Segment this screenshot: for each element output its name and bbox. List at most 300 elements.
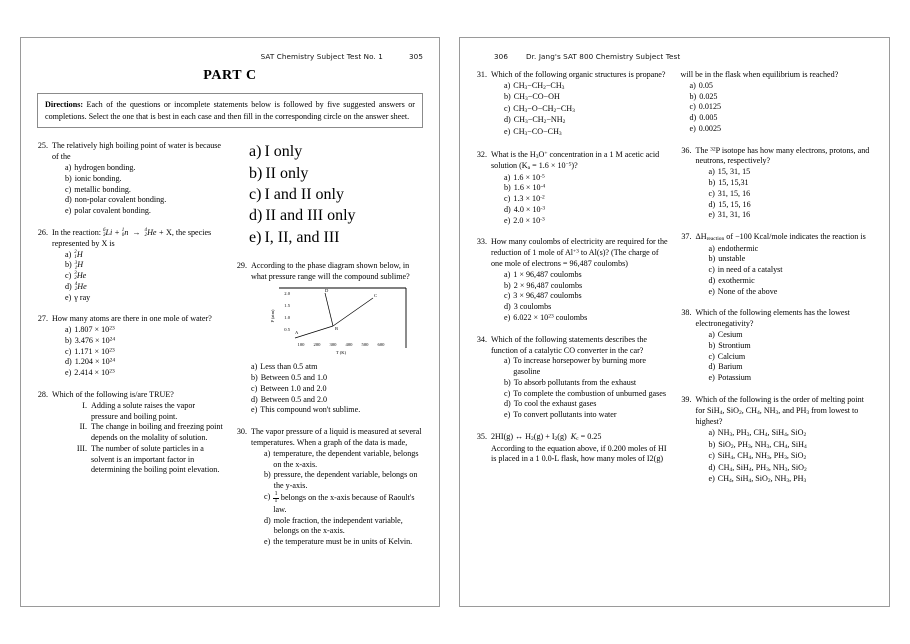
choice-text: temperature, the dependent variable, belongs on the x-axis.: [273, 448, 419, 469]
question-37: [681, 232, 874, 297]
question-number: 30.: [236, 427, 247, 437]
xtick-600: 600: [377, 342, 385, 348]
choice-letter: b): [65, 260, 72, 270]
choice-text: 15, 31, 15: [717, 167, 751, 177]
point-label-A: A: [295, 330, 299, 336]
choice-letter: d): [689, 113, 697, 123]
choice-text: Between 1.0 and 2.0: [260, 383, 327, 393]
choice-list: [696, 428, 874, 486]
roman-numeral: I.: [82, 400, 87, 410]
ytick-1.5: 1.5: [284, 303, 290, 309]
choice-letter: b): [504, 92, 511, 102]
question-stem: How many atoms are there in one mole of water?: [52, 314, 212, 324]
choice-e[interactable]: [251, 405, 423, 416]
choice-letter: d): [251, 394, 258, 404]
choice-text: hydrogen bonding.: [74, 163, 136, 173]
choice-letter: a): [689, 80, 696, 90]
question-number: 34.: [476, 334, 487, 344]
question-29: [236, 261, 423, 416]
page-number: 305: [408, 52, 423, 61]
running-head-title: Dr. Jang's SAT 800 Chemistry Subject Test: [526, 52, 681, 61]
choice-b[interactable]: [690, 92, 874, 103]
choice-exponent: 23: [109, 368, 115, 375]
choice-letter: b): [504, 377, 511, 387]
choice-letter: d): [504, 399, 511, 409]
choice-text: [514, 183, 669, 194]
choice-text: 15, 15,31: [718, 178, 749, 188]
question-28-choice-list: [236, 141, 423, 247]
question-32: [476, 150, 669, 227]
choice-d[interactable]: [65, 282, 224, 293]
choice-letter: c): [504, 103, 511, 113]
choice-d[interactable]: [65, 357, 224, 368]
choice-text: 3 coulombs: [513, 302, 552, 312]
choice-d[interactable]: [504, 399, 669, 410]
choice-mantissa: 1.3 × 10: [513, 194, 541, 204]
choice-text: To increase horsepower by burning more gasoline: [513, 356, 647, 377]
choice-letter: a): [65, 325, 72, 335]
ytick-0.5: 0.5: [284, 327, 290, 333]
choice-c[interactable]: [65, 347, 224, 358]
choice-letter: d): [708, 275, 716, 285]
fusion-curve: [325, 293, 333, 326]
choice-mantissa: 2.414 × 10: [74, 368, 110, 378]
choice-letter: a): [251, 362, 258, 372]
choice-text: 2 1 H: [74, 249, 83, 260]
roman-text: The change in boiling and freezing point depends on the molality of solution.: [91, 422, 223, 443]
choice-a[interactable]: [709, 167, 874, 178]
choice-text: [513, 194, 668, 205]
choice-text: 31, 31, 16: [717, 210, 751, 220]
choice-text: To convert pollutants into water: [513, 410, 617, 420]
question-33: [476, 237, 669, 323]
choice-letter: d): [65, 281, 72, 291]
choice-mantissa: 3.476 × 10: [74, 335, 110, 345]
y-axis-label: P (atm): [270, 310, 275, 323]
choice-exponent: -5: [540, 173, 545, 180]
choice-letter: d): [65, 195, 72, 205]
xtick-400: 400: [345, 342, 353, 348]
question-27: [37, 314, 224, 379]
choice-mantissa: 6.022 × 10: [513, 312, 549, 322]
choice-b[interactable]: [709, 440, 874, 452]
choice-c[interactable]: [709, 265, 874, 276]
point-label-B: B: [335, 326, 339, 332]
question-stem: $\Delta H_{reaction}$ of −100 Kcal/mole indicates the reaction is: [695, 232, 866, 243]
question-number: 38.: [681, 308, 692, 318]
choice-letter: d): [65, 357, 72, 367]
phase-diagram-chart: [261, 286, 411, 358]
choice-text: II and III only: [265, 207, 356, 225]
choice-a[interactable]: [65, 250, 224, 261]
choice-b[interactable]: [249, 163, 423, 184]
choice-c[interactable]: [251, 384, 423, 395]
choice-letter: d): [264, 515, 271, 525]
choice-d[interactable]: [709, 276, 874, 287]
choice-letter: e): [708, 210, 715, 220]
choice-d[interactable]: [504, 115, 669, 127]
choice-a[interactable]: [249, 141, 423, 162]
question-stem: Which of the following elements has the lowest electronegativity?: [695, 308, 850, 329]
choice-letter: c): [504, 291, 511, 301]
phase-diagram-figure: [261, 286, 423, 358]
choice-a[interactable]: [709, 330, 874, 341]
vaporization-curve: [333, 298, 373, 326]
choice-list: [52, 250, 224, 304]
question-28: [37, 390, 224, 476]
choice-text: I only: [264, 143, 303, 161]
question-stem: [52, 228, 224, 250]
choice-letter: e): [504, 410, 511, 420]
directions-box: [37, 93, 423, 128]
choice-letter: e): [65, 206, 72, 216]
choice-text: None of the above: [717, 286, 778, 296]
choice-text: non-polar covalent bonding.: [74, 195, 167, 205]
choice-mantissa: 1.807 × 10: [74, 325, 110, 335]
choice-exponent: 23: [109, 325, 115, 332]
choice-a[interactable]: [504, 81, 669, 93]
choice-list: [696, 167, 874, 221]
choice-text: the temperature must be in units of Kelvin.: [273, 537, 413, 547]
choice-d[interactable]: [504, 205, 669, 216]
question-stem: How many coulombs of electricity are required for the reduction of 1 mole of $Al^{+3}$ to Al(s)? (The charge of one mole of electrons = 96,487 coulombs): [491, 237, 668, 269]
question-stem: Which of the following is/are TRUE?: [52, 389, 174, 399]
choice-mantissa: 1.204 × 10: [74, 357, 110, 367]
question-number: 33.: [476, 237, 487, 247]
choice-formula: $CH_4$, SiH$_4$, SiO$_2$, $NH_3$, $PH_3$: [717, 474, 807, 485]
choice-e[interactable]: [709, 474, 874, 486]
nuclear-equation: 6 3 Li + 1 0 n → 4 2 He +: [103, 227, 167, 239]
question-number: 36.: [681, 145, 692, 155]
choice-list: [52, 325, 224, 379]
fraction-denominator: T: [274, 497, 278, 504]
choice-letter: d): [504, 204, 511, 214]
question-stem-prefix: In the reaction:: [52, 227, 104, 237]
choice-a[interactable]: [264, 449, 423, 471]
xtick-500: 500: [361, 342, 369, 348]
choice-b[interactable]: [709, 178, 874, 189]
choice-letter: c): [708, 351, 715, 361]
choice-letter: c): [264, 491, 271, 501]
question-stem: What is the $H_3O^+$ concentration in a 1 M acetic acid solution $(K_a = 1.6 \times 10^{-5})$?: [491, 149, 660, 172]
choice-b[interactable]: [264, 470, 423, 492]
roman-list: [52, 401, 224, 476]
question-stem: The relatively high boiling point of water is because of the: [52, 141, 222, 162]
choice-text: 1 × 96,487 coulombs: [513, 269, 582, 279]
choice-exponent: 23: [548, 313, 554, 320]
choice-a[interactable]: [690, 81, 874, 92]
choice-d[interactable]: [690, 113, 874, 124]
choice-a[interactable]: [504, 270, 669, 281]
choice-letter: a): [249, 143, 262, 161]
choice-text: 0.005: [699, 113, 718, 123]
choice-e[interactable]: [249, 227, 423, 248]
question-number: 39.: [681, 394, 692, 404]
choice-text: 15, 15, 16: [718, 199, 751, 209]
question-number: 35.: [476, 431, 487, 441]
choice-d[interactable]: [504, 302, 669, 313]
xtick-200: 200: [313, 342, 321, 348]
choice-formula: $NH_3$, $PH_3$, $CH_4$, SiH$_4$, SiO$_2$: [717, 428, 807, 439]
choice-c[interactable]: [249, 184, 423, 205]
choice-exponent: -3: [540, 216, 545, 223]
choice-text: This compound won't sublime.: [260, 405, 361, 415]
question-35-continued: [681, 70, 874, 135]
choice-a[interactable]: [504, 173, 669, 184]
choice-c[interactable]: [65, 185, 224, 196]
choice-letter: c): [249, 186, 262, 203]
choice-text: 0.0025: [698, 123, 722, 133]
choice-text: 0.025: [699, 91, 718, 101]
choice-suffix: coulombs: [553, 312, 588, 322]
choice-d[interactable]: [65, 195, 224, 206]
question-number: 28.: [37, 389, 48, 399]
choice-text: unstable: [718, 254, 746, 264]
choice-mantissa: 1.6 × 10: [513, 172, 541, 182]
choice-e[interactable]: [504, 216, 669, 227]
choice-text: I, II, and III: [264, 228, 340, 246]
choice-a[interactable]: [709, 244, 874, 255]
question-stem-continued: will be in the flask when equilibrium is reached?: [680, 70, 839, 79]
choice-e[interactable]: [264, 537, 423, 548]
choice-letter: a): [504, 80, 511, 90]
choice-list: [491, 81, 669, 139]
roman-numeral: II.: [79, 422, 87, 432]
right-page-running-head: [476, 52, 873, 61]
choice-e[interactable]: [65, 293, 224, 304]
choice-d[interactable]: [264, 516, 423, 538]
choice-letter: d): [708, 199, 716, 209]
choice-letter: a): [504, 172, 511, 182]
choice-letter: e): [504, 312, 511, 322]
choice-mantissa: 4.0 × 10: [513, 204, 541, 214]
choice-text: polar covalent bonding.: [74, 206, 151, 216]
choice-letter: b): [65, 173, 72, 183]
choice-letter: b): [251, 373, 258, 383]
choice-e[interactable]: [709, 210, 874, 221]
fraction-one-over-t: [273, 492, 279, 505]
choice-a[interactable]: [709, 428, 874, 440]
choice-text: metallic bonding.: [74, 184, 131, 194]
choice-text: endothermic: [717, 243, 759, 253]
question-31: [476, 70, 669, 139]
roman-numeral: III.: [76, 443, 87, 453]
choice-c[interactable]: [709, 189, 874, 200]
choice-formula: $CH_3-CO-OH$: [513, 92, 560, 103]
choice-e[interactable]: [504, 313, 669, 324]
question-25: [37, 141, 224, 216]
point-label-D: D: [325, 288, 329, 294]
question-number: 32.: [476, 149, 487, 159]
choice-text: Strontium: [718, 340, 751, 350]
ytick-2.0: 2.0: [284, 291, 290, 297]
choice-c[interactable]: [504, 194, 669, 205]
choice-letter: a): [65, 249, 72, 259]
choice-text: [273, 492, 423, 516]
choice-e[interactable]: [65, 206, 224, 217]
choice-text: Between 0.5 and 2.0: [260, 394, 328, 404]
choice-b[interactable]: [504, 281, 669, 292]
choice-c[interactable]: [264, 492, 423, 516]
choice-list: [251, 362, 423, 416]
xtick-100: 100: [297, 342, 305, 348]
choice-a[interactable]: [504, 356, 669, 378]
right-page-columns: [476, 70, 873, 497]
choice-letter: c): [251, 383, 258, 393]
choice-letter: e): [708, 474, 715, 484]
choice-text: Less than 0.5 atm: [260, 362, 318, 372]
roman-text: The number of solute particles in a solvent is an important factor in determining the boiling point elevation.: [91, 443, 220, 475]
ytick-1.0: 1.0: [284, 315, 290, 321]
choice-text: in need of a catalyst: [717, 265, 783, 275]
choice-text: Barium: [718, 362, 743, 372]
choice-letter: c): [65, 346, 72, 356]
choice-b[interactable]: [709, 341, 874, 352]
choice-exponent: 23: [109, 347, 115, 354]
choice-b[interactable]: [65, 174, 224, 185]
choice-text: [75, 336, 224, 347]
choice-text: [513, 173, 668, 184]
choice-letter: a): [264, 448, 271, 458]
choice-d[interactable]: [249, 205, 423, 226]
choice-list: [52, 163, 224, 217]
choice-letter: e): [264, 537, 271, 547]
choice-letter: d): [708, 362, 716, 372]
question-number: 31.: [476, 70, 487, 79]
choice-exponent: -3: [540, 205, 546, 212]
choice-c[interactable]: [709, 352, 874, 363]
x-axis-label: T (K): [335, 350, 347, 356]
choice-letter: a): [708, 330, 715, 340]
choice-d[interactable]: [709, 362, 874, 373]
choice-letter: a): [708, 243, 715, 253]
choice-text: I and II only: [264, 186, 344, 203]
choice-letter: b): [504, 183, 511, 193]
choice-formula: $CH_4$, SiH$_4$, $PH_3$, $NH_3$, SiO$_2$: [718, 462, 807, 473]
choice-letter: b): [689, 91, 697, 101]
choice-text: exothermic: [718, 275, 755, 285]
right-page: [459, 37, 890, 607]
choice-b[interactable]: [251, 373, 423, 384]
choice-text: 2 × 96,487 coulombs: [513, 280, 583, 290]
choice-letter: b): [65, 335, 72, 345]
question-number: 29.: [236, 260, 247, 270]
choice-list: [681, 81, 874, 135]
choice-a[interactable]: [65, 325, 224, 336]
question-36: [681, 146, 874, 221]
choice-c[interactable]: [65, 271, 224, 282]
choice-list: [491, 270, 669, 324]
roman-item-3: [76, 444, 224, 476]
choice-text: To complete the combustion of unburned gases: [513, 388, 667, 398]
choice-exponent: -2: [540, 194, 545, 201]
choice-d[interactable]: [709, 463, 874, 475]
question-39: [681, 395, 874, 486]
question-number: 27.: [37, 314, 48, 324]
choice-formula: $CH_3-CH_2-CH_3$: [513, 80, 565, 92]
choice-a[interactable]: [251, 362, 423, 373]
choice-list: [251, 449, 423, 548]
question-stem: According to the phase diagram shown below, in what pressure range will the compound sublime?: [251, 260, 410, 281]
choice-a[interactable]: [65, 163, 224, 174]
choice-b[interactable]: [65, 336, 224, 347]
choice-letter: c): [65, 184, 72, 194]
choice-letter: e): [504, 215, 511, 225]
question-equation: 2HI(g) ↔ $H_2(g) + I_2(g) K_c = 0.25$: [491, 431, 602, 443]
choice-b[interactable]: [504, 378, 669, 389]
choice-b[interactable]: [65, 260, 224, 271]
choice-text: Potassium: [717, 373, 752, 383]
choice-e[interactable]: [504, 127, 669, 139]
choice-c[interactable]: [504, 104, 669, 116]
choice-letter: b): [504, 280, 511, 290]
choice-e[interactable]: [504, 410, 669, 421]
question-stem: Which of the following statements describes the function of a catalytic CO converter in the car?: [491, 334, 647, 355]
choice-mantissa: 2.0 × 10: [513, 215, 541, 225]
sublimation-curve: [295, 326, 333, 338]
choice-letter: d): [708, 462, 716, 472]
choice-letter: c): [689, 102, 696, 112]
choice-list: [491, 173, 669, 227]
directions-label: Directions:: [45, 100, 84, 109]
choice-exponent: 24: [109, 358, 116, 365]
choice-letter: e): [65, 368, 72, 378]
question-stem: The $^{32}$P isotope has how many electrons, protons, and neutrons, respectively?: [695, 145, 870, 166]
choice-text: Cesium: [717, 330, 743, 340]
choice-text: [514, 205, 669, 216]
choice-text: 3 2 He: [74, 271, 87, 282]
choice-text: ionic bonding.: [74, 173, 122, 183]
choice-d[interactable]: [709, 200, 874, 211]
question-stem-suffix: X, the species represented by X is: [52, 227, 212, 248]
choice-e[interactable]: [709, 287, 874, 298]
left-page-column-1: [37, 141, 224, 558]
choice-b[interactable]: [504, 92, 669, 104]
choice-letter: b): [264, 470, 271, 480]
question-number: 25.: [37, 141, 48, 151]
choice-b[interactable]: [709, 254, 874, 265]
choice-letter: a): [65, 163, 72, 173]
choice-c[interactable]: [690, 102, 874, 113]
choice-d[interactable]: [251, 395, 423, 406]
choice-e[interactable]: [690, 124, 874, 135]
choice-exponent: 24: [109, 336, 116, 343]
choice-text: pressure, the dependent variable, belongs on the y-axis.: [273, 470, 418, 491]
choice-c[interactable]: [709, 451, 874, 463]
choice-c[interactable]: [504, 389, 669, 400]
running-head-title: SAT Chemistry Subject Test No. 1: [260, 52, 383, 61]
question-stem: Which of the following organic structures is propane?: [491, 70, 666, 79]
choice-text: [74, 368, 224, 379]
choice-list: [696, 330, 874, 384]
left-page-column-2: [236, 141, 423, 558]
choice-mantissa: 1.6 × 10: [513, 183, 541, 193]
choice-formula: $CH_3-CH_2-NH_2$: [513, 115, 566, 126]
choice-letter: e): [504, 126, 511, 136]
question-stem: The vapor pressure of a liquid is measured at several temperatures. When a graph of the data is made,: [251, 427, 422, 448]
right-page-column-1: [476, 70, 669, 497]
xtick-300: 300: [329, 342, 337, 348]
roman-item-1: [76, 401, 224, 423]
choice-list: [491, 356, 669, 421]
choice-text: Calcium: [717, 351, 746, 361]
choice-text: γ ray: [74, 292, 91, 302]
choice-b[interactable]: [504, 183, 669, 194]
choice-c[interactable]: [504, 291, 669, 302]
choice-e[interactable]: [65, 368, 224, 379]
choice-e[interactable]: [709, 373, 874, 384]
choice-letter: c): [65, 271, 72, 281]
